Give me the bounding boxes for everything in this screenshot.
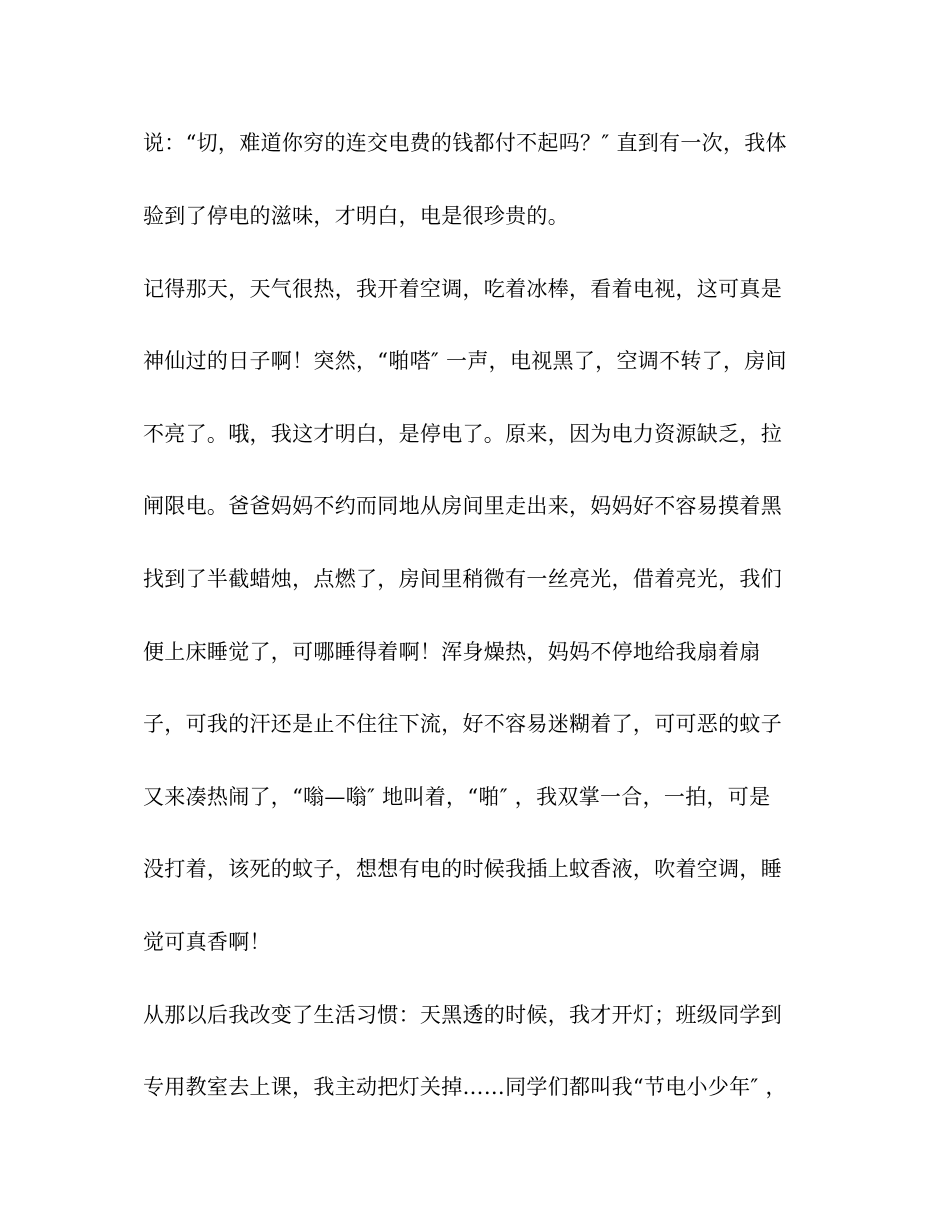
text-line: 从那以后我改变了生活习惯：天黑透的时候，我才开灯；班级同学到: [143, 1003, 782, 1027]
text-line: 验到了停电的滋味，才明白，电是很珍贵的。: [143, 204, 569, 228]
text-line: 子，可我的汗还是止不住往下流，好不容易迷糊着了，可可恶的蚊子: [143, 712, 782, 736]
text-line: 记得那天，天气很热，我开着空调，吃着冰棒，看着电视，这可真是: [143, 277, 782, 301]
text-line: 神仙过的日子啊！突然，“啪嗒″ 一声，电视黑了，空调不转了，房间: [143, 349, 787, 373]
text-line: 闸限电。爸爸妈妈不约而同地从房间里走出来，妈妈好不容易摸着黑: [143, 494, 782, 518]
text-line: 专用教室去上课，我主动把灯关掉……同学们都叫我“节电小少年″ ，: [143, 1075, 787, 1099]
text-line: 觉可真香啊！: [143, 930, 271, 954]
text-line: 没打着，该死的蚊子，想想有电的时候我插上蚊香液，吹着空调，睡: [143, 857, 782, 881]
text-line: 便上床睡觉了，可哪睡得着啊！浑身燥热，妈妈不停地给我扇着扇: [143, 640, 761, 664]
text-line: 找到了半截蜡烛，点燃了，房间里稍微有一丝亮光，借着亮光，我们: [143, 567, 782, 591]
text-line: 不亮了。哦，我这才明白，是停电了。原来，因为电力资源缺乏，拉: [143, 422, 782, 446]
text-line: 又来凑热闹了，“嗡—嗡″ 地叫着，“啪″ ，我双掌一合，一拍，可是: [143, 785, 771, 809]
text-line: 说：“切，难道你穷的连交电费的钱都付不起吗？″ 直到有一次，我体: [143, 131, 787, 155]
